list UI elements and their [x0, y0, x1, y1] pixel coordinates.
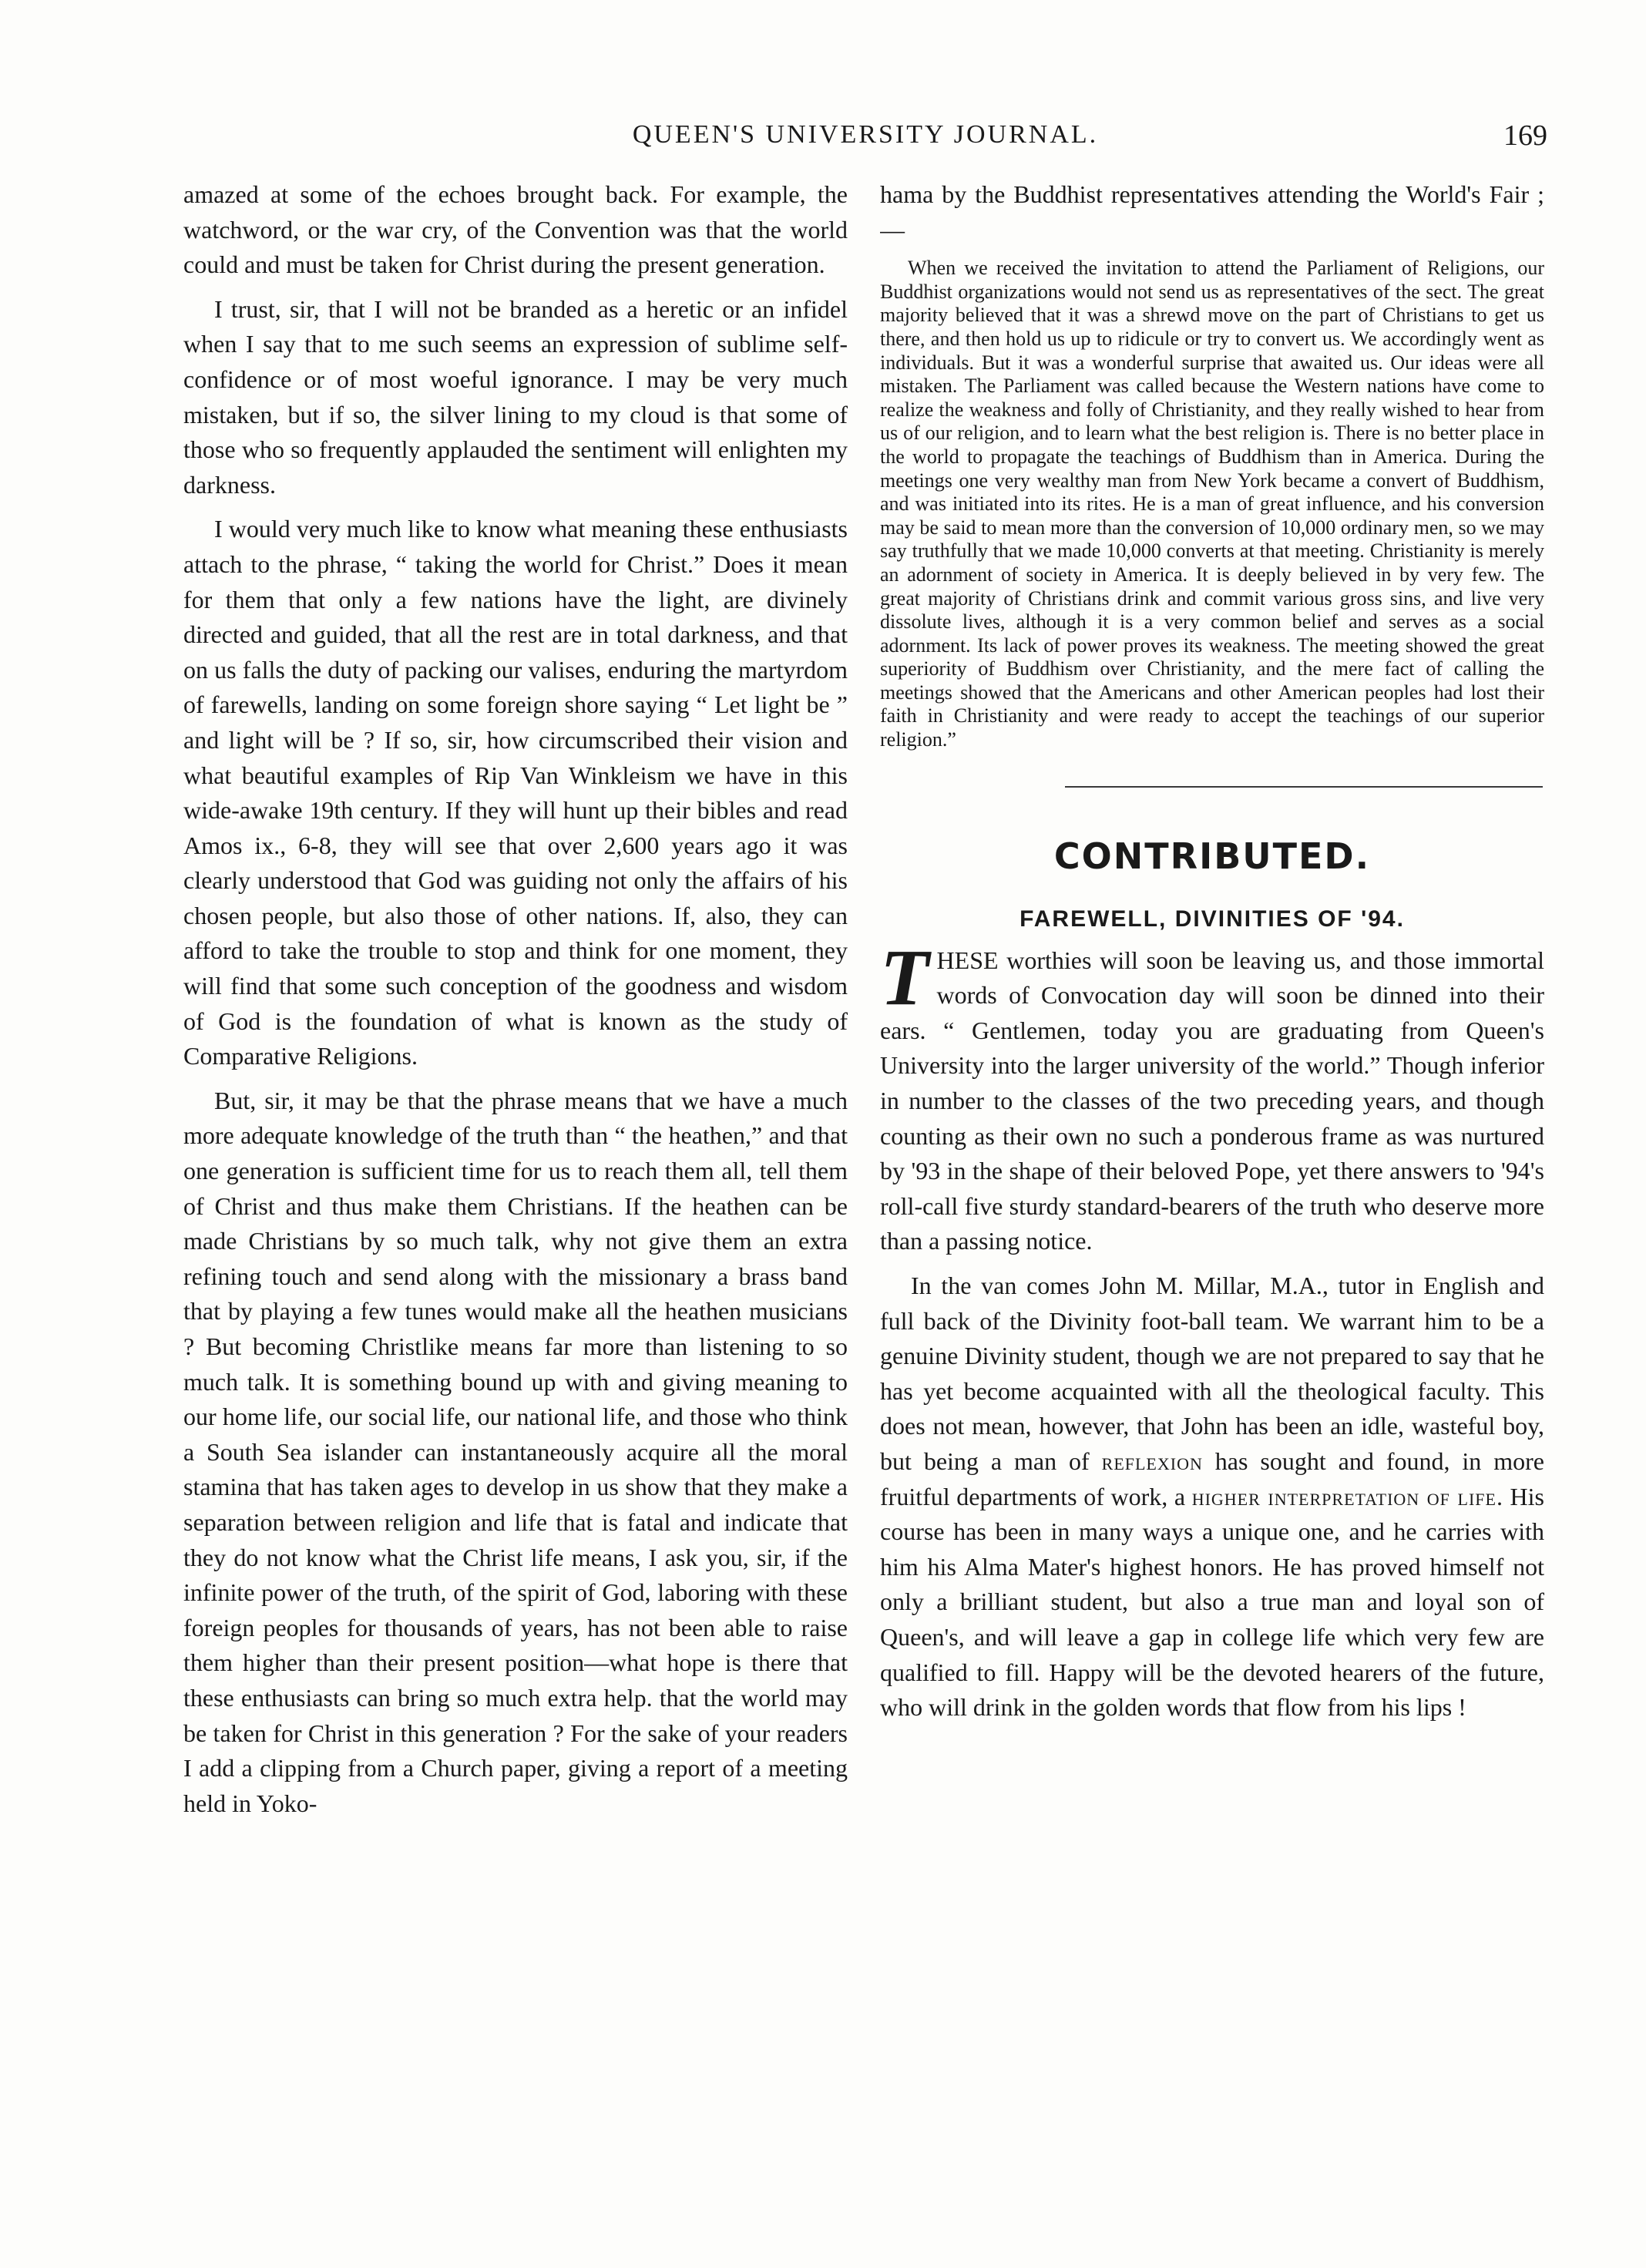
- left-column: [183, 177, 848, 2181]
- section-divider: [1065, 786, 1543, 788]
- right-column: [880, 177, 1544, 2181]
- small-caps-text: higher interpretation of life.: [1191, 1482, 1503, 1510]
- drop-cap: T: [880, 932, 929, 1022]
- newspaper-clipping-quote: [880, 257, 1544, 751]
- section-heading: CONTRIBUTED.: [1053, 835, 1371, 877]
- page-header: [183, 114, 1547, 160]
- paragraph: I would very much like to know what meaning these enthusiasts attach to the phrase, “ taking the world for Christ.” Does it mean for them that only a few nations have the light, are divinely directed and guided, that all the rest are in total darkness, and that on us falls the duty of packing our valises, enduring the martyrdom of farewells, landing on some foreign shore saying “ Let light be ” and light will be ? If so, sir, how circumscribed their vision and what beautiful examples of Rip Van Winkleism we have in this wide-awake 19th century. If they will hunt up their bibles and read Amos ix., 6-8, they will see that over 2,600 years ago it was clearly understood that God was guiding not only the affairs of his chosen people, but also those of other nations. If, also, they can afford to take the trouble to stop and think for one moment, they will find that some such conception of the goodness and wisdom of God is the foundation of what is known as the study of Comparative Religions.: [183, 515, 848, 1070]
- article-text: has sought and found, in more fruitful departments of work, a: [880, 1446, 1544, 1510]
- article-text: In the van comes John M. Millar, M.A., tutor in English and full back of the Divinity foot-ball team. We warrant him to be a genuine Divinity student, though we are not prepared to say that he has yet become acquainted with all the theological faculty. This does not mean, however, that John has been an idle, wasteful boy, but being a man of: [880, 1272, 1544, 1475]
- paragraph: I trust, sir, that I will not be branded as a heretic or an infidel when I say that to me such seems an expression of sublime self-confidence or of most woeful ignorance. I may be very much mistaken, but if so, the silver lining to my cloud is that some of those who so frequently applauded the sentiment will enlighten my darkness.: [183, 294, 848, 499]
- article-title: FAREWELL, DIVINITIES OF '94.: [1020, 906, 1405, 932]
- quote-text: When we received the invitation to attend the Parliament of Religions, our Buddhist organizations would not send us as representatives of the sect. The great majority believed that it was a shrewd move on the part of Christians to get us there, and then hold us up to ridicule or try to convert us. We accordingly went as individuals. But it was a wonderful surprise that awaited us. Our ideas were all mistaken. The Parliament was called because the Western nations have come to realize the weakness and folly of Christianity, and they really wished to hear from us of our religion, and to learn what the best religion is. There is no better place in the world to propagate the teachings of Buddhism than in America. During the meetings one very wealthy man from New York became a convert of Buddhism, and was initiated into its rites. He is a man of great influence, and his conversion may be said to mean more than the conversion of 10,000 ordinary men, so we may say truthfully that we made 10,000 converts at that meeting. Christianity is merely an adornment of society in America. It is deeply believed in by very few. The great majority of Christians drink and commit various gross sins, and live very dissolute lives, although it is a very common belief and serves as a social adornment. Its lack of power proves its weakness. The meeting showed the great superiority of Buddhism over Christianity, and the mere fact of calling the meetings showed that the Americans and other American peoples had lost their faith in Christianity and were ready to accept the teachings of our superior religion.”: [880, 257, 1544, 751]
- article-paragraph: [880, 932, 1544, 1259]
- paragraph: amazed at some of the echoes brought back. For example, the watchword, or the war cry, of the Convention was that the world could and must be taken for Christ during the present generation.: [183, 180, 848, 279]
- article-paragraph: [880, 1268, 1544, 1725]
- paragraph: hama by the Buddhist representatives attending the World's Fair ;—: [880, 180, 1544, 244]
- article-text: His course has been in many ways a unique one, and he carries with him his Alma Mater's highest honors. He has proved himself not only a brilliant student, but also a true man and loyal son of Queen's, and will leave a gap in college life which very few are qualified to fill. Happy will be the devoted hearers of the future, who will drink in the golden words that flow from his lips !: [880, 1482, 1544, 1722]
- running-title: QUEEN'S UNIVERSITY JOURNAL.: [632, 120, 1099, 149]
- small-caps-text: reflexion: [1101, 1446, 1203, 1475]
- paragraph: But, sir, it may be that the phrase means that we have a much more adequate knowledge of the truth than “ the heathen,” and that one generation is sufficient time for us to reach them all, tell them of Christ and thus make them Christians. If the heathen can be made Christians by so much talk, why not give them an extra refining touch and send along with the missionary a brass band that by playing a few tunes would make all the heathen musicians ? But becoming Christlike means far more than listening to so much talk. It is something bound up with and giving meaning to our home life, our social life, our national life, and those who think a South Sea islander can instantaneously acquire all the moral stamina that has taken ages to develop in us show that they make a separation between religion and life that is fatal and indicate that they do not know what the Christ life means, I ask you, sir, if the infinite power of the truth, of the spirit of God, laboring with these foreign peoples for thousands of years, has not been able to raise them higher than their present position—what hope is there that these enthusiasts can bring so much extra help. that the world may be taken for Christ in this generation ? For the sake of your readers I add a clipping from a Church paper, giving a report of a meeting held in Yoko-: [183, 1086, 848, 1817]
- article-paragraph-text: HESE worthies will soon be leaving us, and those immortal words of Convocation day will soon be dinned into their ears. “ Gentlemen, today you are graduating from Queen's University into the larger university of the world.” Though inferior in number to the classes of the two preceding years, and though counting as their own no such a ponderous frame as was nurtured by '93 in the shape of their beloved Pope, yet there answers to '94's roll-call five sturdy standard-bearers of the truth who deserve more than a passing notice.: [880, 946, 1544, 1255]
- page-number: 169: [1503, 119, 1547, 152]
